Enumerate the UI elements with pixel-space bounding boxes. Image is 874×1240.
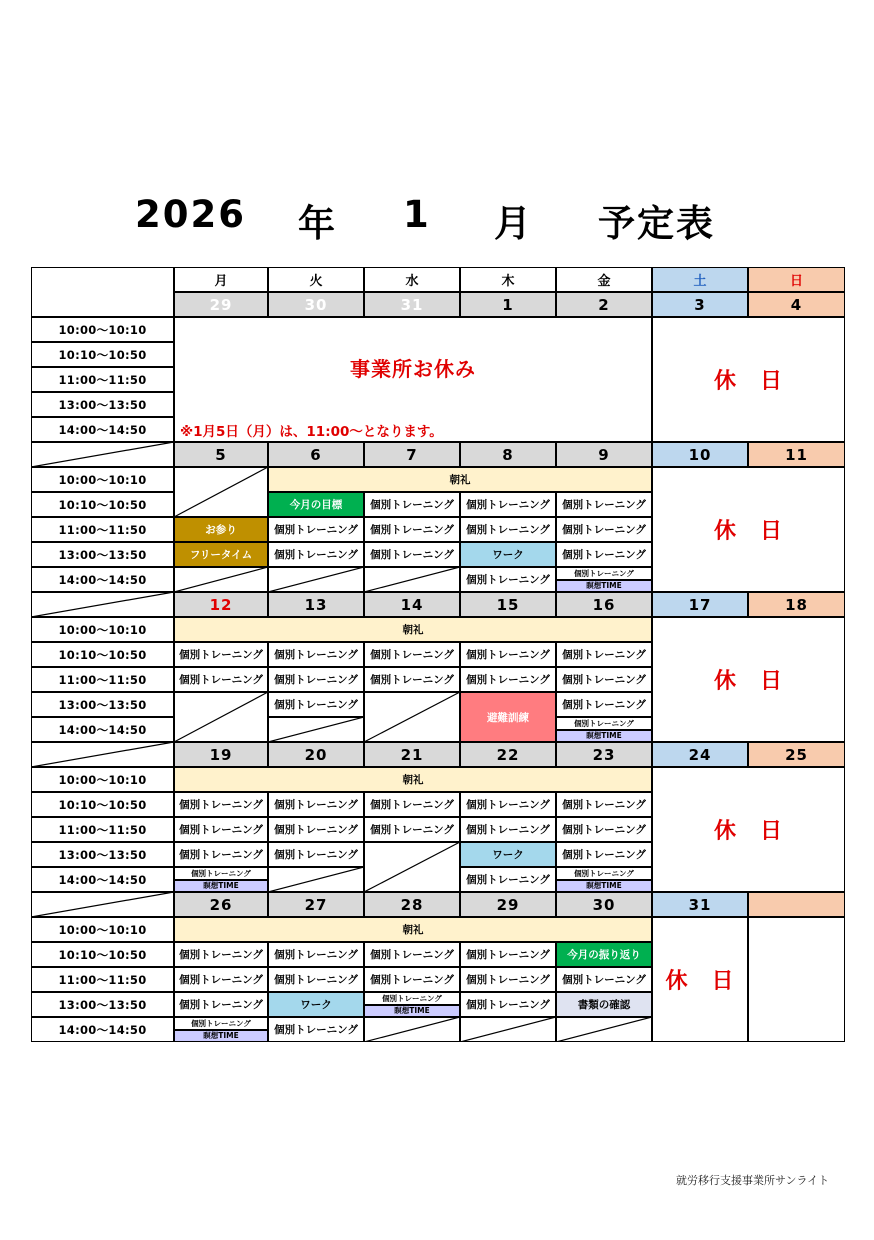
event-training: 個別トレーニング — [364, 942, 460, 967]
date-cell: 29 — [460, 892, 556, 917]
holiday-label: 休 日 — [652, 317, 845, 442]
weekday-4: 金 — [556, 267, 652, 292]
event-training: 個別トレーニング — [174, 867, 268, 880]
event-training: 個別トレーニング — [460, 992, 556, 1017]
date-cell: 11 — [748, 442, 845, 467]
date-cell: 29 — [174, 292, 268, 317]
event-training: 個別トレーニング — [556, 642, 652, 667]
date-cell: 9 — [556, 442, 652, 467]
date-cell: 15 — [460, 592, 556, 617]
empty-slot — [268, 567, 364, 592]
time-slot: 10:10～10:50 — [31, 642, 174, 667]
blank-cell — [748, 917, 845, 1042]
event-training: 個別トレーニング — [364, 817, 460, 842]
time-slot: 10:00～10:10 — [31, 917, 174, 942]
holiday-label: 休 日 — [652, 467, 845, 592]
date-cell: 28 — [364, 892, 460, 917]
weekday-1: 火 — [268, 267, 364, 292]
event-training: 個別トレーニング — [460, 492, 556, 517]
event-meditation: 瞑想TIME — [556, 730, 652, 743]
event-training: 個別トレーニング — [364, 642, 460, 667]
title-year: 2026 — [135, 193, 246, 236]
date-cell: 17 — [652, 592, 748, 617]
event-training: 個別トレーニング — [364, 792, 460, 817]
event-meditation: 瞑想TIME — [174, 1030, 268, 1043]
event-training: 個別トレーニング — [460, 667, 556, 692]
event-training: 個別トレーニング — [268, 842, 364, 867]
event-training: 個別トレーニング — [268, 642, 364, 667]
date-cell: 23 — [556, 742, 652, 767]
event-training: 個別トレーニング — [364, 517, 460, 542]
holiday-label: 休 日 — [652, 917, 748, 1042]
event-training: 個別トレーニング — [556, 792, 652, 817]
week-corner — [31, 892, 174, 917]
event-training: 個別トレーニング — [556, 867, 652, 880]
event-training: 個別トレーニング — [460, 567, 556, 592]
date-cell: 2 — [556, 292, 652, 317]
event-training: 個別トレーニング — [556, 517, 652, 542]
time-slot: 11:00～11:50 — [31, 967, 174, 992]
date-cell: 21 — [364, 742, 460, 767]
date-cell: 14 — [364, 592, 460, 617]
empty-slot — [174, 467, 268, 517]
date-cell: 12 — [174, 592, 268, 617]
time-slot: 11:00～11:50 — [31, 667, 174, 692]
event-training: 個別トレーニング — [268, 667, 364, 692]
empty-slot — [364, 842, 460, 892]
week-corner — [31, 742, 174, 767]
empty-slot — [364, 692, 460, 742]
date-cell: 22 — [460, 742, 556, 767]
weekday-3: 木 — [460, 267, 556, 292]
time-slot: 13:00～13:50 — [31, 992, 174, 1017]
event-training: 個別トレーニング — [364, 667, 460, 692]
closed-note: ※1月5日（月）は、11:00～となります。 — [180, 423, 443, 440]
event-training: 個別トレーニング — [174, 942, 268, 967]
empty-slot — [460, 1017, 556, 1042]
empty-slot — [268, 717, 364, 742]
event-training: 個別トレーニング — [268, 792, 364, 817]
event-monthly_goal: 今月の目標 — [268, 492, 364, 517]
event-training: 個別トレーニング — [268, 1017, 364, 1042]
event-work: ワーク — [460, 842, 556, 867]
event-work: ワーク — [460, 542, 556, 567]
event-training: 個別トレーニング — [556, 967, 652, 992]
event-training: 個別トレーニング — [460, 642, 556, 667]
time-slot: 14:00～14:50 — [31, 717, 174, 742]
date-cell: 4 — [748, 292, 845, 317]
event-training: 個別トレーニング — [268, 517, 364, 542]
title-month-unit: 月 — [494, 202, 533, 245]
time-slot: 10:10～10:50 — [31, 792, 174, 817]
date-cell: 20 — [268, 742, 364, 767]
event-meditation: 瞑想TIME — [364, 1005, 460, 1018]
closed-text: 事業所お休み — [350, 356, 476, 381]
event-training: 個別トレーニング — [556, 667, 652, 692]
date-cell: 18 — [748, 592, 845, 617]
event-training: 個別トレーニング — [460, 967, 556, 992]
event-training: 個別トレーニング — [460, 792, 556, 817]
time-slot: 10:00～10:10 — [31, 317, 174, 342]
event-meditation: 瞑想TIME — [556, 580, 652, 593]
event-training: 個別トレーニング — [556, 817, 652, 842]
event-training: 個別トレーニング — [556, 492, 652, 517]
date-cell: 31 — [364, 292, 460, 317]
empty-slot — [268, 867, 364, 892]
event-training: 個別トレーニング — [556, 692, 652, 717]
event-training: 個別トレーニング — [268, 817, 364, 842]
empty-slot — [174, 567, 268, 592]
time-slot: 14:00～14:50 — [31, 567, 174, 592]
event-training: 個別トレーニング — [364, 542, 460, 567]
weekday-5: 土 — [652, 267, 748, 292]
date-cell: 8 — [460, 442, 556, 467]
event-free_time: フリータイム — [174, 542, 268, 567]
date-cell: 25 — [748, 742, 845, 767]
date-cell: 10 — [652, 442, 748, 467]
date-cell: 13 — [268, 592, 364, 617]
event-meditation: 瞑想TIME — [556, 880, 652, 893]
date-cell: 3 — [652, 292, 748, 317]
event-training: 個別トレーニング — [460, 817, 556, 842]
event-training: 個別トレーニング — [460, 867, 556, 892]
time-slot: 11:00～11:50 — [31, 367, 174, 392]
event-training: 個別トレーニング — [556, 842, 652, 867]
time-slot: 14:00～14:50 — [31, 1017, 174, 1042]
event-training: 個別トレーニング — [268, 692, 364, 717]
empty-slot — [364, 567, 460, 592]
time-slot: 10:00～10:10 — [31, 617, 174, 642]
event-training: 個別トレーニング — [460, 942, 556, 967]
event-training: 個別トレーニング — [556, 717, 652, 730]
event-training: 個別トレーニング — [174, 992, 268, 1017]
event-meditation: 瞑想TIME — [174, 880, 268, 893]
event-omairi: お参り — [174, 517, 268, 542]
event-training: 個別トレーニング — [268, 942, 364, 967]
date-cell: 27 — [268, 892, 364, 917]
date-cell: 26 — [174, 892, 268, 917]
event-training: 個別トレーニング — [364, 967, 460, 992]
event-training: 個別トレーニング — [556, 567, 652, 580]
event-chourei: 朝礼 — [174, 917, 652, 942]
time-slot: 11:00～11:50 — [31, 517, 174, 542]
event-training: 個別トレーニング — [556, 542, 652, 567]
event-training: 個別トレーニング — [268, 967, 364, 992]
weekday-2: 水 — [364, 267, 460, 292]
date-cell: 7 — [364, 442, 460, 467]
time-slot: 10:10～10:50 — [31, 342, 174, 367]
time-slot: 13:00～13:50 — [31, 392, 174, 417]
event-training: 個別トレーニング — [174, 792, 268, 817]
weekday-6: 日 — [748, 267, 845, 292]
event-training: 個別トレーニング — [460, 517, 556, 542]
event-training: 個別トレーニング — [174, 1017, 268, 1030]
holiday-label: 休 日 — [652, 617, 845, 742]
date-cell: 24 — [652, 742, 748, 767]
time-slot: 13:00～13:50 — [31, 842, 174, 867]
holiday-label: 休 日 — [652, 767, 845, 892]
empty-slot — [556, 1017, 652, 1042]
event-training: 個別トレーニング — [174, 642, 268, 667]
date-cell: 6 — [268, 442, 364, 467]
date-cell — [748, 892, 845, 917]
event-training: 個別トレーニング — [364, 492, 460, 517]
event-training: 個別トレーニング — [174, 842, 268, 867]
event-chourei: 朝礼 — [268, 467, 652, 492]
event-chourei: 朝礼 — [174, 617, 652, 642]
empty-slot — [174, 692, 268, 742]
time-slot: 10:10～10:50 — [31, 942, 174, 967]
date-cell: 16 — [556, 592, 652, 617]
time-slot: 10:10～10:50 — [31, 492, 174, 517]
weekday-0: 月 — [174, 267, 268, 292]
title-year-unit: 年 — [298, 202, 337, 245]
event-documents: 書類の確認 — [556, 992, 652, 1017]
event-monthly_review: 今月の振り返り — [556, 942, 652, 967]
organization-name: 就労移行支援事業所サンライト — [676, 1174, 830, 1187]
week-corner — [31, 592, 174, 617]
time-slot: 13:00～13:50 — [31, 692, 174, 717]
corner-cell — [31, 267, 174, 317]
title-label: 予定表 — [598, 202, 715, 245]
week-corner — [31, 442, 174, 467]
time-slot: 10:00～10:10 — [31, 767, 174, 792]
event-training: 個別トレーニング — [268, 542, 364, 567]
time-slot: 14:00～14:50 — [31, 417, 174, 442]
event-training: 個別トレーニング — [174, 967, 268, 992]
date-cell: 1 — [460, 292, 556, 317]
event-chourei: 朝礼 — [174, 767, 652, 792]
event-work: ワーク — [268, 992, 364, 1017]
date-cell: 19 — [174, 742, 268, 767]
time-slot: 13:00～13:50 — [31, 542, 174, 567]
date-cell: 30 — [268, 292, 364, 317]
date-cell: 5 — [174, 442, 268, 467]
title-month: 1 — [403, 193, 431, 236]
date-cell: 30 — [556, 892, 652, 917]
empty-slot — [364, 1017, 460, 1042]
time-slot: 10:00～10:10 — [31, 467, 174, 492]
time-slot: 14:00～14:50 — [31, 867, 174, 892]
event-training: 個別トレーニング — [364, 992, 460, 1005]
event-training: 個別トレーニング — [174, 817, 268, 842]
event-evacuation: 避難訓練 — [460, 692, 556, 742]
date-cell: 31 — [652, 892, 748, 917]
event-training: 個別トレーニング — [174, 667, 268, 692]
time-slot: 11:00～11:50 — [31, 817, 174, 842]
